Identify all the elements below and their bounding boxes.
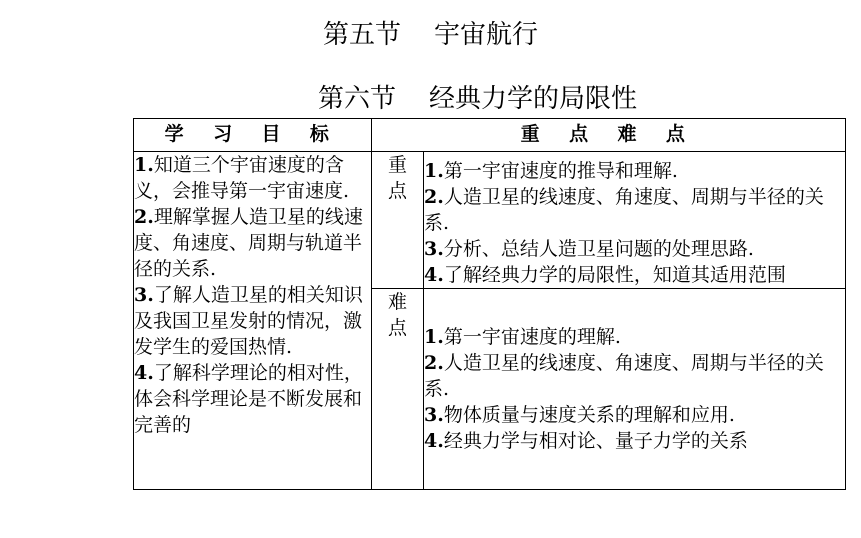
learning-table [133, 118, 846, 490]
key-label-char-2: 点 [387, 180, 407, 202]
key-point-item [424, 184, 845, 236]
goal-text: 理解掌握人造卫星的线速度、角速度、周期与轨道半径的关系. [134, 206, 363, 280]
key-row [134, 152, 846, 289]
section-title-5: 第五节 宇宙航行 [322, 20, 539, 50]
goal-number: 3. [134, 284, 154, 306]
goal-number: 4. [134, 362, 154, 384]
section-title-6: 第六节 经典力学的局限性 [318, 84, 638, 114]
key-point-text: 第一宇宙速度的推导和理解. [443, 160, 678, 182]
difficult-point-item [424, 428, 845, 454]
difficult-point-number: 2. [424, 352, 444, 374]
goals-cell [134, 152, 372, 490]
difficult-point-text: 物体质量与速度关系的理解和应用. [443, 404, 735, 426]
key-point-number: 3. [424, 238, 444, 260]
goal-item [134, 152, 371, 204]
goal-text: 了解科学理论的相对性，体会科学理论是不断发展和完善的 [134, 362, 363, 436]
goal-item [134, 360, 371, 438]
key-point-text: 人造卫星的线速度、角速度、周期与半径的关系. [424, 186, 824, 234]
difficult-point-text: 第一宇宙速度的理解. [443, 326, 621, 348]
key-point-number: 2. [424, 186, 444, 208]
key-label [372, 152, 424, 289]
difficult-point-text: 人造卫星的线速度、角速度、周期与半径的关系. [424, 352, 824, 400]
difficult-point-number: 3. [424, 404, 444, 426]
difficult-label-char-2: 点 [387, 317, 407, 339]
key-point-item [424, 236, 845, 262]
key-points-cell [424, 152, 846, 289]
goal-item [134, 282, 371, 360]
key-point-text: 分析、总结人造卫星问题的处理思路. [443, 238, 754, 260]
difficult-label-char-1: 难 [387, 291, 407, 313]
goal-number: 1. [134, 154, 154, 176]
key-point-number: 1. [424, 160, 444, 182]
difficult-point-number: 1. [424, 326, 444, 348]
difficult-point-text: 经典力学与相对论、量子力学的关系 [443, 430, 748, 452]
header-goals: 学 习 目 标 [134, 119, 372, 152]
header-keypoints: 重 点 难 点 [372, 119, 846, 152]
difficult-points-cell [424, 289, 846, 490]
key-point-text: 了解经典力学的局限性，知道其适用范围 [443, 264, 786, 286]
goal-item [134, 204, 371, 282]
difficult-label [372, 289, 424, 490]
goal-text: 知道三个宇宙速度的含义，会推导第一宇宙速度. [134, 154, 350, 202]
table-header-row [134, 119, 846, 152]
difficult-point-item [424, 324, 845, 350]
difficult-point-item [424, 402, 845, 428]
goal-text: 了解人造卫星的相关知识及我国卫星发射的情况，激发学生的爱国热情. [134, 284, 363, 358]
goal-number: 2. [134, 206, 154, 228]
key-label-char-1: 重 [387, 154, 407, 176]
key-point-number: 4. [424, 264, 444, 286]
difficult-point-item [424, 350, 845, 402]
key-point-item [424, 262, 845, 288]
key-point-item [424, 158, 845, 184]
difficult-point-number: 4. [424, 430, 444, 452]
